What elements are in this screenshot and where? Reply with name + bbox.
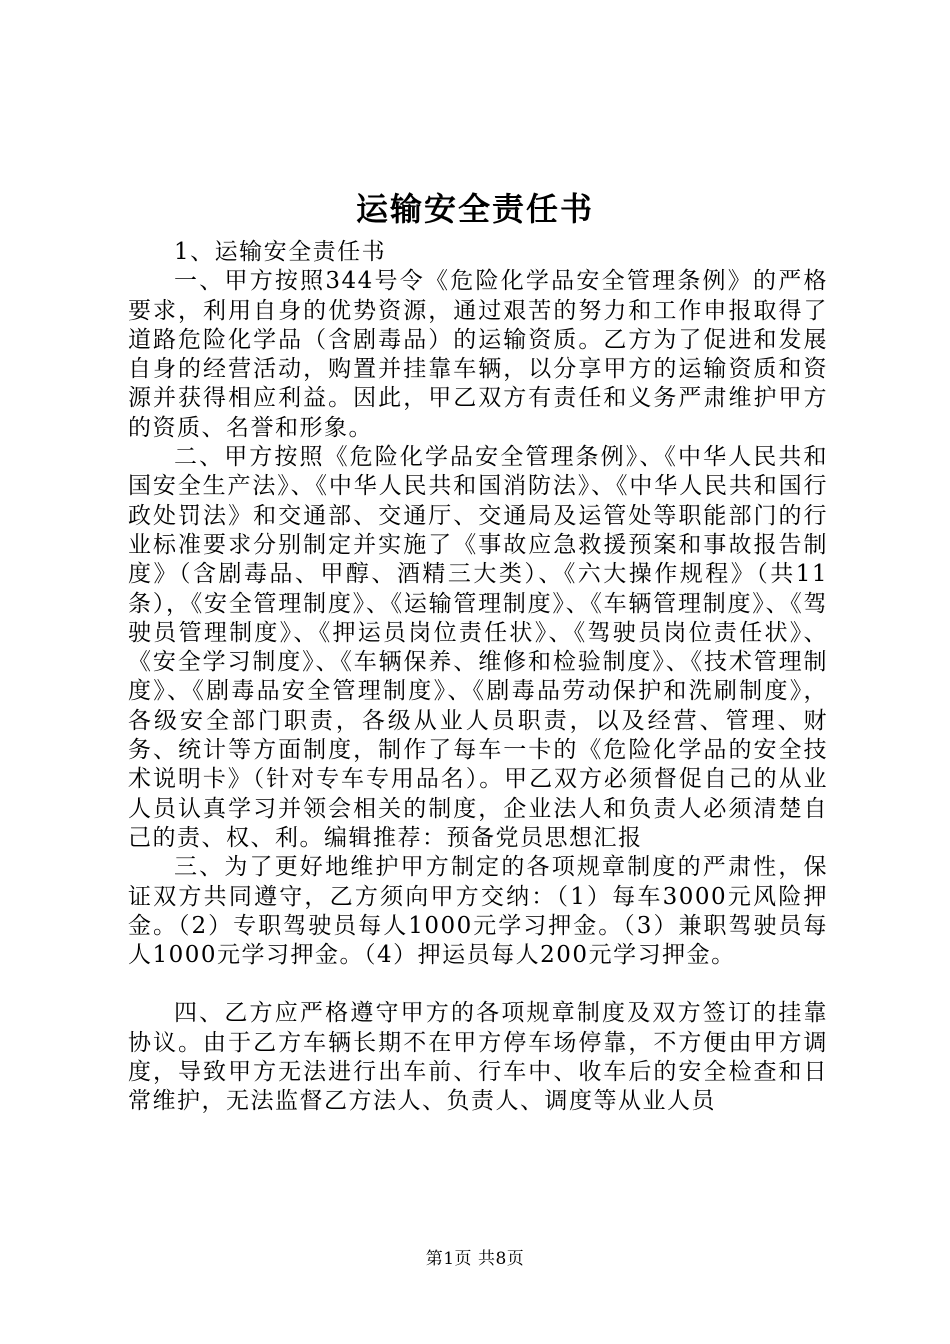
page-footer: 第1页 共8页	[425, 1249, 525, 1269]
document-title: 运输安全责任书	[355, 190, 594, 228]
paragraph-3: 三、为了更好地维护甲方制定的各项规章制度的严肃性，保证双方共同遵守，乙方须向甲方交纳：（1）每车3000元风险押金。（2）专职驾驶员每人1000元学习押金。（3）兼职驾驶员每人1000元学习押金。（4）押运员每人200元学习押金。	[128, 854, 828, 969]
paragraph-2: 二、甲方按照《危险化学品安全管理条例》、《中华人民共和国安全生产法》、《中华人民共和国消防法》、《中华人民共和国行政处罚法》和交通部、交通厅、交通局及运管处等职能部门的行业标准要求分别制定并实施了《事故应急救援预案和事故报告制度》（含剧毒品、甲醇、酒精三大类）、《六大操作规程》（共11条），《安全管理制度》、《运输管理制度》、《车辆管理制度》、《驾驶员管理制度》、《押运员岗位责任状》、《驾驶员岗位责任状》、《安全学习制度》、《车辆保养、维修和检验制度》、《技术管理制度》、《剧毒品安全管理制度》、《剧毒品劳动保护和洗刷制度》，各级安全部门职责，各级从业人员职责，以及经营、管理、财务、统计等方面制度，制作了每车一卡的《危险化学品的安全技术说明卡》（针对专车专用品名）。甲乙双方必须督促自己的从业人员认真学习并领会相关的制度，企业法人和负责人必须清楚自己的责、权、利。编辑推荐：预备党员思想汇报	[128, 444, 828, 851]
paragraph-spacer	[128, 970, 828, 999]
paragraph-4: 四、乙方应严格遵守甲方的各项规章制度及双方签订的挂靠协议。由于乙方车辆长期不在甲方停车场停靠，不方便由甲方调度，导致甲方无法进行出车前、行车中、收车后的安全检查和日常维护，无法监督乙方法人、负责人、调度等从业人员	[128, 1000, 828, 1115]
section-heading: 1、运输安全责任书	[174, 239, 387, 265]
document-body	[128, 238, 828, 1117]
paragraph-1: 一、甲方按照344号令《危险化学品安全管理条例》的严格要求，利用自身的优势资源，通过艰苦的努力和工作申报取得了道路危险化学品（含剧毒品）的运输资质。乙方为了促进和发展自身的经营活动，购置并挂靠车辆，以分享甲方的运输资质和资源并获得相应利益。因此，甲乙双方有责任和义务严肃维护甲方的资质、名誉和形象。	[128, 268, 828, 441]
